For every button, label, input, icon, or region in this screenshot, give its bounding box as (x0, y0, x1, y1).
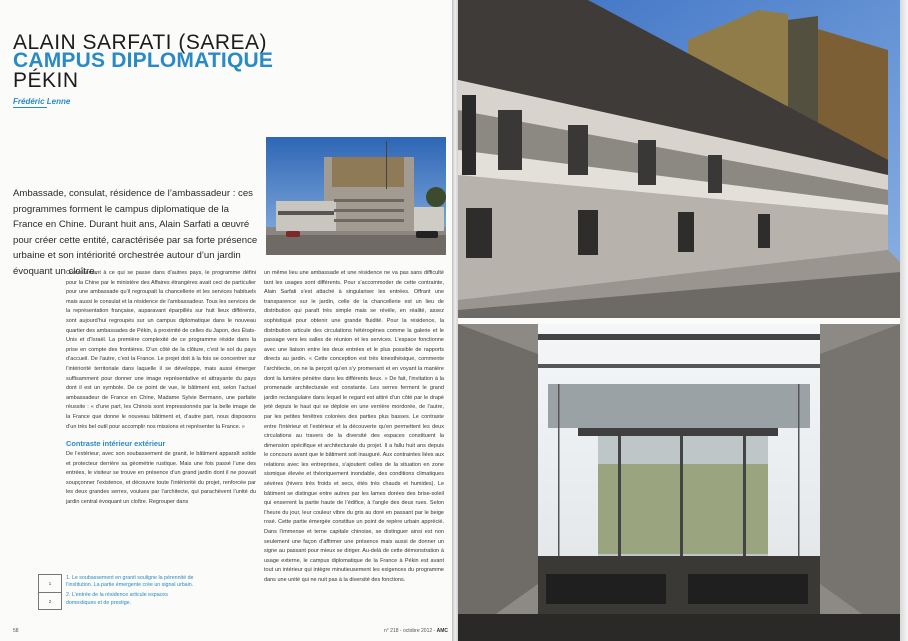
lead-paragraph: Ambassade, consulat, résidence de l’ambassadeur : ces programmes forment le campus diplomatique de la France en Chine. Durant huit ans, Alain Sarfati a œuvré pour créer cette entité, caractérisée par sa forte présence urbaine et son intériorité orchestrée autour d’un jardin évoquant un cloître. (13, 188, 258, 277)
article-subtitle: PÉKIN (13, 69, 79, 92)
issue-info: n° 218 - octobre 2012 - (384, 628, 436, 634)
issue-footer (384, 628, 448, 634)
magazine-name: AMC (436, 628, 448, 634)
body-paragraph: Contrairement à ce qui se passe dans d’autres pays, le programme défini pour la Chine par le ministère des Affaires étrangères avait ceci de particulier pour une ambassade qu’il regroupait la chancellerie et les services habituels mais aussi le consulat et la résidence de l’ambassadeur. Tous les services de la représentation française, auparavant éparpillés sur huit lieux différents, sont aujourd’hui regroupés sur un campus diplomatique dans le nouveau quartier des ambassades de Pékin, à proximité de celles du Japon, des États-Unis et d’Israël. La première complexité de ce programme réside dans la prise en compte des frontières. D’un côté de la clôture, c’est le sol du pays d’accueil. De l’autre, c’est la France. Le projet doit à la fois se concentrer sur l’intériorité territoriale dans laquelle il se développe, mais aussi émerger suffisamment pour donner une image représentative et attrayante du pays dont il est un symbole. De ce point de vue, le bâtiment est, selon l’actuel ambassadeur de France en Chine, Madame Sylvie Bermann, une parfaite réussite : « d’une part, les Chinois sont impressionnés par la belle image de la France que donne le nouveau bâtiment et, d’autre part, nous disposons d’un très bel outil pour accomplir nos missions et représenter la France. » (66, 270, 256, 430)
building-exterior-photo (266, 137, 446, 255)
caption-2: 2. L’entrée de la résidence articule espaces domestiques et de prestige. (66, 592, 168, 606)
facade-photo (458, 0, 900, 318)
section-heading: Contraste intérieur extérieur (66, 439, 166, 449)
body-paragraph: un même lieu une ambassade et une résidence ne va pas sans difficulté tant les usages sont différents. Pour s’accommoder de cette contrainte, Alain Sarfati s’est attaché à singulariser les entrées. Offrant une transparence sur le jardin, celle de la chancellerie est un lieu de distribution qui paraît très simple mais se révèle, en réalité, assez sophistiqué pour obtenir une grande fluidité. Pour la résidence, la distribution articule des circulations hétérogènes comme la galerie et le passage vers les salles de réunion et les services. L’espace fonctionne avec une liaison entre les deux entrées et le plus possible de rapports directs au jardin. « Cette conception est très kinesthésique, commente l’architecte, on ne la perçoit qu’en s’y promenant et en voyant la manière dont la lumière pénètre dans les différents lieux. » De fait, l’invitation à la promenade architecturale est constante. Les serres ferment le grand jardin rectangulaire dans lequel le regard est attiré d’un côté par le drapé jeté depuis le haut qui se déploie en une verrière mordorée, de l’autre, par les petites fenêtres colorées des parties plus basses. Le contraste entre l’intérieur et l’extérieur et la découverte qu’en permettent les deux circulations au travers de la diversité des espaces constituent la dimension spécifique et architecturale du projet. Il a fallu huit ans depuis le concours avant que le bâtiment soit inauguré. Aux contraintes liées aux relations avec les entreprises, s’ajoutent celles de la situation en zone sismique élevée et théoriquement inondable, des conditions climatiques sévères (hivers très froids et secs, étés très chauds et humides). Le bâtiment se distingue entre autres par les lames dorées des brise-soleil qui enserrent la partie haute de l’édifice, à l’angle des deux rues. Selon l’heure du jour, leur couleur vibre du gris au doré en passant par le beige rosé. Cette partie émergée constitue un point de repère urbain apprécié. Dans l’immense et terne capitale chinoise, se distinguer ainsi est non seulement une façon d’affirmer une présence mais aussi de donner un signe au passant pour mieux se diriger. Au-delà de cette démonstration à usage externe, le campus diplomatique de la France à Pékin est avant tout un intérieur qui intègre minutieusement les exigences du programme dans une unité qui ne nuit pas à la diversité des fonctions. (264, 270, 444, 583)
caption-1: 1. Le soubassement en granit souligne la pérennité de l’institution. La partie émergente crée un signal urbain. (66, 575, 194, 589)
photo-index-legend (38, 574, 62, 610)
author-byline: Frédéric Lenne (13, 97, 71, 106)
photo-captions (66, 575, 196, 610)
body-column-1 (66, 269, 256, 508)
legend-cell-1: 1 (39, 575, 61, 593)
body-paragraph: De l’extérieur, avec son soubassement de granit, le bâtiment apparaît solide et protecteur derrière sa géométrie rustique. Mais une fois passé l’une des entrées, le visiteur se trouve en présence d’un grand jardin dont il ne pouvait soupçonner l’existence, et découvre toute l’intériorité du projet, renforcée par les deux grandes serres, voulues par l’architecte, qui parachèvent l’unité du jardin central évoquant un cloître. Regrouper dans (66, 451, 256, 506)
left-page (0, 0, 452, 641)
article-title: CAMPUS DIPLOMATIQUE (13, 49, 274, 72)
legend-cell-2: 2 (48, 599, 52, 604)
page-edge (900, 0, 908, 641)
page-number-left: 58 (13, 628, 19, 634)
author-rule (13, 107, 47, 108)
right-page (458, 0, 908, 641)
architect-kicker: ALAIN SARFATI (SAREA) (13, 31, 267, 54)
entrance-hall-photo (458, 324, 900, 641)
body-column-2 (264, 269, 444, 586)
